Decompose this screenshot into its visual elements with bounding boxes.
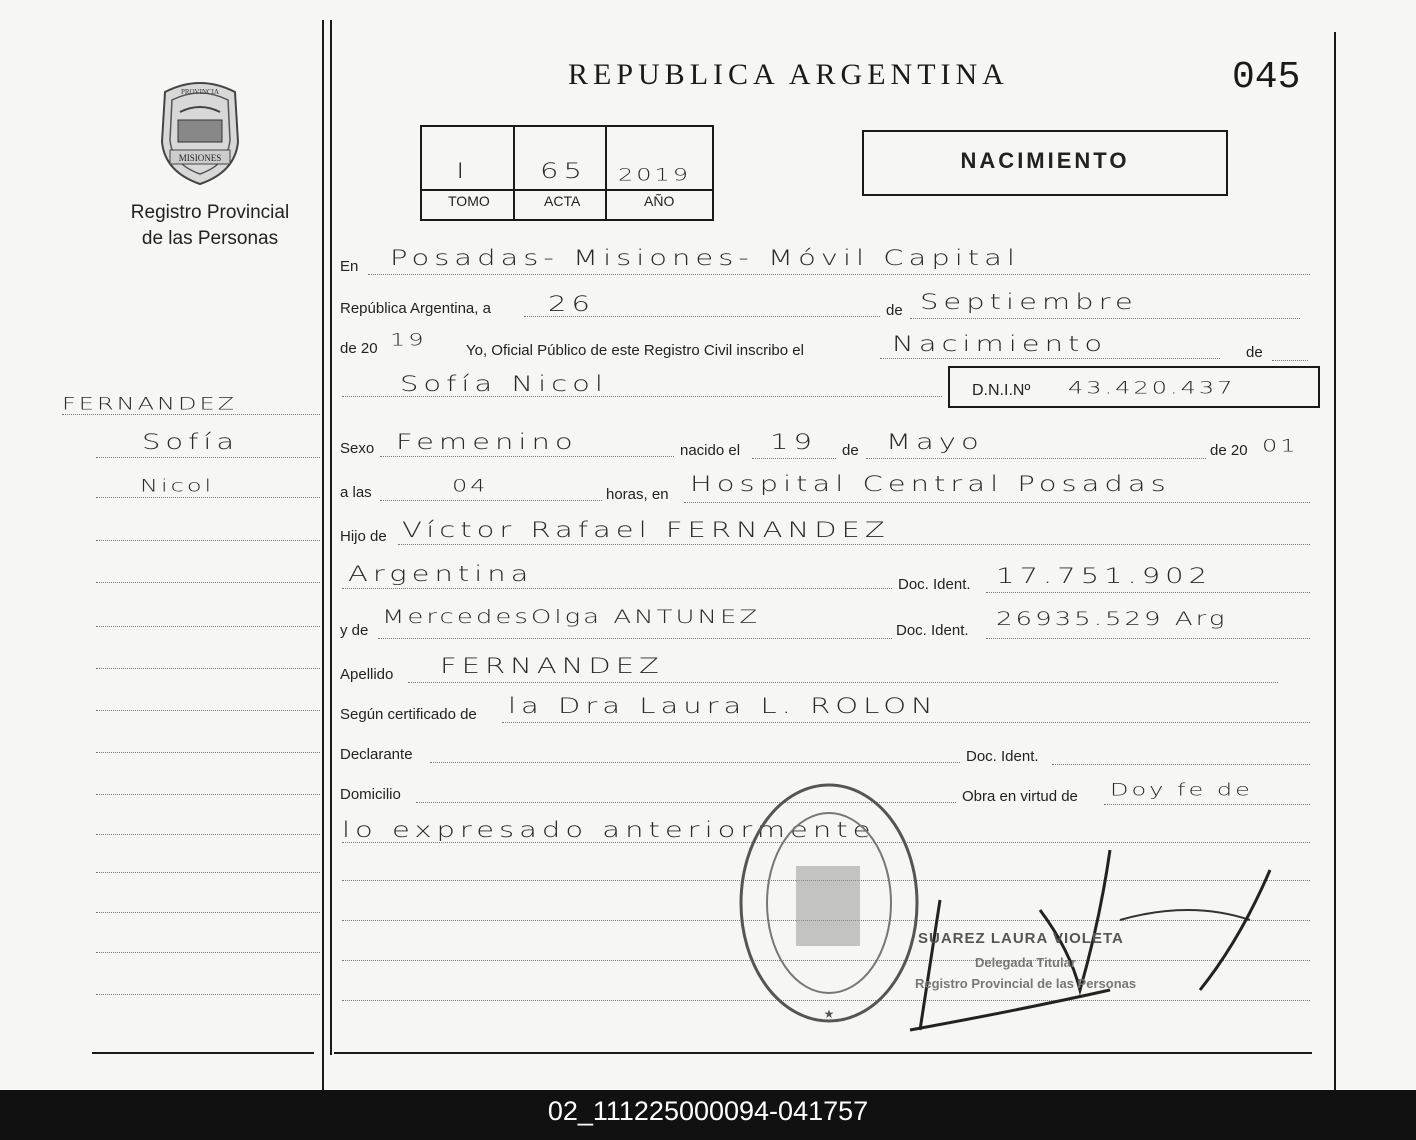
dni-box xyxy=(948,366,1320,408)
place-of-record-value: Posadas- Misiones- Móvil Capital xyxy=(390,245,1020,270)
left-column-rule xyxy=(330,20,332,1055)
birth-place-value: Hospital Central Posadas xyxy=(690,471,1171,496)
birth-day-line xyxy=(752,458,836,459)
oficial-text: Yo, Oficial Público de este Registro Civil inscribo el xyxy=(466,342,804,359)
margin-line-1 xyxy=(62,414,320,415)
day-line xyxy=(524,316,880,317)
father-name-value: Víctor Rafael FERNANDEZ xyxy=(402,517,890,542)
birth-month-value: Mayo xyxy=(886,429,984,454)
obra-value: Doy fe de xyxy=(1110,779,1253,800)
certificate-value: la Dra Laura L. ROLON xyxy=(508,693,938,718)
right-border-line xyxy=(1334,32,1336,1090)
margin-bottom-rule xyxy=(92,1052,314,1054)
mother-line xyxy=(378,638,892,639)
father-nationality-value: Argentina xyxy=(348,561,534,586)
signatory-name: SUAREZ LAURA VIOLETA xyxy=(918,930,1124,947)
signatory-title: Delegada Titular xyxy=(975,955,1076,970)
en-line xyxy=(368,274,1310,275)
acta-label: ACTA xyxy=(544,193,581,209)
declarante-doc-label: Doc. Ident. xyxy=(966,748,1039,765)
sexo-value: Femenino xyxy=(396,429,578,454)
record-label-row-rule xyxy=(422,189,712,191)
margin-line xyxy=(96,668,320,669)
seal-bottom-text: MISIONES xyxy=(178,153,222,163)
sexo-line xyxy=(380,456,674,457)
mother-doc-label: Doc. Ident. xyxy=(896,622,969,639)
tomo-value: I xyxy=(456,158,470,183)
tomo-label: TOMO xyxy=(448,193,490,209)
apellido-label: Apellido xyxy=(340,666,394,683)
body-bottom-rule xyxy=(334,1052,1312,1054)
birth-hour-value: 04 xyxy=(452,475,489,496)
father-doc-line xyxy=(986,592,1310,593)
republica-label: República Argentina, a xyxy=(340,300,491,317)
certificate-line xyxy=(502,722,1310,723)
act-line xyxy=(880,358,1220,359)
record-day-value: 26 xyxy=(548,291,595,316)
act-type-box xyxy=(862,130,1228,196)
seal-top-text: PROVINCIA xyxy=(180,88,220,96)
mother-doc-line xyxy=(986,638,1310,639)
de-line-2 xyxy=(1272,360,1308,361)
margin-surname: FERNANDEZ xyxy=(62,393,238,414)
country-title: REPUBLICA ARGENTINA xyxy=(568,58,1009,91)
birth-day-value: 19 xyxy=(770,429,817,454)
de-label-3: de xyxy=(842,442,859,459)
margin-line xyxy=(96,952,320,953)
hour-line xyxy=(380,500,602,501)
record-month-value: Septiembre xyxy=(920,289,1138,314)
nacido-label: nacido el xyxy=(680,442,741,459)
anio-value: 2019 xyxy=(618,164,692,185)
person-name-value: Sofía Nicol xyxy=(400,371,608,396)
hijo-label: Hijo de xyxy=(340,528,387,545)
horas-label: horas, en xyxy=(606,486,669,503)
registry-name-line2: de las Personas xyxy=(141,228,279,249)
father-doc-label: Doc. Ident. xyxy=(898,576,971,593)
domicilio-label: Domicilio xyxy=(340,786,401,803)
act-handwritten-value: Nacimiento xyxy=(892,331,1108,356)
en-label: En xyxy=(340,258,359,275)
de-label-1: de xyxy=(886,302,903,319)
margin-line xyxy=(96,626,320,627)
place-line xyxy=(684,502,1310,503)
segun-label: Según certificado de xyxy=(340,706,477,723)
apellido-line xyxy=(408,682,1278,683)
record-year-value: 19 xyxy=(390,329,427,350)
document-id-footer: 02_111225000094-041757 xyxy=(0,1090,1416,1140)
apellido-value: FERNANDEZ xyxy=(440,653,664,678)
obra-line xyxy=(1104,804,1310,805)
margin-line xyxy=(96,710,320,711)
obra-label: Obra en virtud de xyxy=(962,788,1078,805)
margin-line xyxy=(96,872,320,873)
year-prefix-label: de 20 xyxy=(340,340,378,357)
anio-label: AÑO xyxy=(644,193,675,209)
margin-line xyxy=(96,582,320,583)
yde-label: y de xyxy=(340,622,369,639)
sexo-label: Sexo xyxy=(340,440,375,457)
birth-month-line xyxy=(866,458,1206,459)
signatory-institution: Registro Provincial de las Personas xyxy=(915,976,1137,991)
a-las-label: a las xyxy=(340,484,372,501)
margin-line xyxy=(96,912,320,913)
record-number-box xyxy=(420,125,714,221)
province-seal-logo xyxy=(150,72,250,187)
svg-text:★: ★ xyxy=(823,1007,835,1021)
official-round-stamp xyxy=(734,778,924,1028)
margin-line xyxy=(96,752,320,753)
margin-line xyxy=(96,994,320,995)
father-doc-value: 17.751.902 xyxy=(996,563,1213,588)
birth-year-value: 01 xyxy=(1262,435,1299,456)
margin-name2: Nicol xyxy=(140,475,215,496)
mother-doc-value: 26935.529 Arg xyxy=(996,608,1228,630)
margin-name1: Sofía xyxy=(142,429,240,454)
mother-name-value: MercedesOlga ANTUNEZ xyxy=(382,606,761,628)
margin-divider-line xyxy=(322,20,324,1090)
folio-number: 045 xyxy=(1232,56,1301,99)
registry-name-line1: Registro Provincial xyxy=(130,202,290,223)
father-nat-line xyxy=(342,588,892,589)
declarante-line xyxy=(430,762,960,763)
month-line xyxy=(910,318,1300,319)
margin-line xyxy=(96,834,320,835)
obra-continuation-value: lo expresado anteriormente xyxy=(342,817,876,842)
margin-line xyxy=(96,540,320,541)
margin-line xyxy=(96,794,320,795)
birth-year-prefix: de 20 xyxy=(1210,442,1248,459)
person-name-line xyxy=(342,396,942,397)
declarante-doc-line xyxy=(1052,764,1310,765)
margin-line-3 xyxy=(96,497,320,498)
declarante-label: Declarante xyxy=(340,746,413,763)
acta-value: 65 xyxy=(540,158,587,183)
act-type-label: NACIMIENTO xyxy=(960,148,1130,173)
de-label-2: de xyxy=(1246,344,1263,361)
margin-line-2 xyxy=(96,457,320,458)
dni-value: 43.420.437 xyxy=(1068,377,1236,398)
father-line xyxy=(398,544,1310,545)
dni-label: D.N.I.Nº xyxy=(972,382,1031,399)
